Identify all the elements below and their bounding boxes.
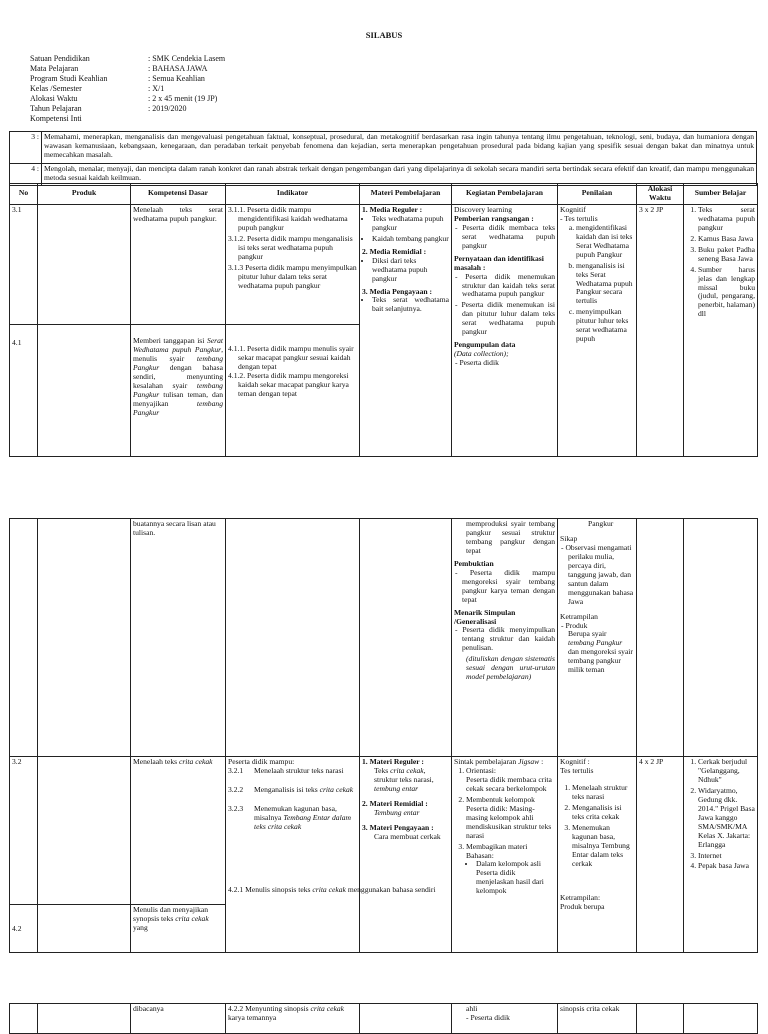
- syllabus-table-page-1: [9, 183, 757, 457]
- header-kd: Kompetensi Dasar: [131, 184, 226, 205]
- kegiatan-text: memproduksi syair tembang pangkur sesuai struktur tembang pangkur dengan tepat: [466, 519, 555, 555]
- table-row-continued: [10, 519, 758, 757]
- header-materi: Materi Pembelajaran: [360, 184, 452, 205]
- identity-row: [30, 64, 448, 74]
- indikator-item: 3.2.1 Menelaah struktur teks narasi: [228, 765, 344, 775]
- table-row-3-1: [10, 204, 758, 324]
- sumber-item: 1. Teks serat wedhatama pupuh pangkur: [698, 206, 755, 233]
- materi-cell: [360, 204, 452, 456]
- kd-cell: Menelaah teks crita cekak: [131, 757, 226, 905]
- materi-heading: 2. Media Remidial :: [362, 246, 427, 256]
- kegiatan-item: - Peserta didik menemukan struktur dan kaidah teks serat wedhatama pupuh pangkur: [462, 273, 555, 300]
- alokasi-cell: 4 x 2 JP: [637, 757, 684, 953]
- penilaian-item: c. menyimpulkan pitutur luhur teks serat wedhatama pupuh: [576, 308, 634, 344]
- kompetensi-inti-table: [9, 131, 757, 186]
- identity-label: Mata Pelajaran: [30, 64, 79, 73]
- kegiatan-heading: Pernyataan dan identifikasi masalah :: [454, 253, 544, 272]
- penilaian-heading: Sikap: [560, 533, 578, 543]
- penilaian-item: a. mengidentifikasi kaidah dan isi teks Serat Wedhatama pupuh Pangkur: [576, 224, 634, 260]
- kegiatan-item: - Peserta didik menemukan isi dan pitutur luhur dalam teks serat wedhatama pupuh pangkur: [462, 301, 555, 337]
- header-no: No: [10, 184, 38, 205]
- kegiatan-cell: [452, 519, 558, 757]
- identity-label: Kelas /Semester: [30, 84, 82, 93]
- indikator-item: 3.1.1. Peserta didik mampu mengidentifikasi kaidah wedhatama pupuh pangkur: [228, 204, 348, 232]
- indikator-heading: Peserta didik mampu:: [228, 757, 295, 766]
- kegiatan-subheading: (Data collection);: [454, 349, 509, 359]
- header-penilaian: Penilaian: [558, 184, 637, 205]
- penilaian-item: - Produk Berupa syair tembang Pangkur dan mengoreksi syair tembang pangkur milik teman: [568, 622, 634, 676]
- penilaian-item: - Observasi mengamati perilaku mulia, percaya diri, tanggung jawab, dan santun dalam menggunakan bahasa Jawa: [568, 544, 634, 607]
- produk-cell: [38, 519, 131, 757]
- row-number: 4.1: [10, 324, 38, 456]
- penilaian-heading: Ketrampilan: [560, 611, 598, 621]
- row-number: 3.1: [10, 204, 38, 324]
- kd-cell: Memberi tanggapan isi Serat Wedhatama pupuh Pangkur, menulis syair tembang Pangkur dengan bahasa sendiri, menyunting kesalahan syair tembang Pangkur tulisan teman, dan menyajikan tembang Pangkur: [131, 324, 226, 456]
- produk-cell: [38, 757, 131, 905]
- penilaian-cell: [558, 519, 637, 757]
- identity-block: [30, 54, 448, 124]
- indikator-item: 3.2.2 Menganalisis isi teks crita cekak: [228, 784, 354, 794]
- row-number: 3.2: [10, 757, 38, 905]
- document-title: SILABUS: [365, 30, 403, 40]
- identity-value: : Semua Keahlian: [148, 74, 205, 83]
- syllabus-table-page-2: [9, 518, 757, 953]
- sumber-item: 2. Kamus Basa Jawa: [698, 235, 755, 244]
- materi-heading: 3. Media Pengayaan :: [362, 286, 433, 296]
- table-header-row: [10, 184, 758, 205]
- identity-row: [30, 94, 448, 104]
- indikator-cell: [226, 204, 360, 324]
- ki-number: 3 :: [10, 132, 42, 164]
- identity-label: Satuan Pendidikan: [30, 54, 90, 63]
- indikator-cell: [226, 519, 360, 757]
- identity-label: Program Studi Keahlian: [30, 74, 108, 83]
- identity-row: [30, 104, 448, 114]
- produk-cell: [38, 324, 131, 456]
- materi-item: • Kaidah tembang pangkur: [372, 235, 449, 244]
- row-number: [10, 519, 38, 757]
- kegiatan-heading: Pengumpulan data: [454, 340, 516, 350]
- identity-value: : BAHASA JAWA: [148, 64, 208, 73]
- materi-item: • Teks serat wedhatama bait selanjutnya.: [372, 296, 449, 314]
- kd-cell: Menelaah teks serat wedhatama pupuh pangkur.: [131, 204, 226, 324]
- header-sumber: Sumber Belajar: [684, 184, 758, 205]
- penilaian-text: Pangkur: [588, 519, 614, 528]
- indikator-item: 4.1.1. Peserta didik mampu menulis syair sekar macapat pangkur sesuai kaidah dengan tepat: [228, 343, 354, 371]
- identity-row: [30, 74, 448, 84]
- table-row-continued: dibacanya 4.2.2 Menyunting sinopsis crita cekak karya temannya ahli - Peserta didik sinopsis crita cekak: [10, 1004, 758, 1034]
- sumber-cell: 1. Cerkak berjudul "Gelanggang, Ndhuk" 2. Widaryatmo, Gedung dkk. 2014." Prigel Basa Jawa kanggo SMA/SMK/MA Kelas X. Jakarta: Erlangga 3. Internet 4. Pepak basa Jawa: [684, 757, 758, 953]
- kegiatan-cell: [452, 204, 558, 456]
- materi-heading: 1. Media Reguler :: [362, 204, 423, 214]
- produk-cell: [38, 905, 131, 953]
- identity-label: Tahun Pelajaran: [30, 104, 82, 113]
- materi-cell: [360, 519, 452, 757]
- ki-number: 4 :: [10, 164, 42, 186]
- identity-row: [30, 84, 448, 94]
- indikator-item: 3.1.3 Peserta didik mampu menyimpulkan pitutur luhur dalam teks serat wedhatama pupuh pangkur: [228, 262, 357, 290]
- sumber-cell: [684, 519, 758, 757]
- kegiatan-heading: Pemberian rangsangan :: [454, 213, 534, 223]
- kd-cell: Menulis dan menyajikan synopsis teks crita cekak yang: [131, 905, 226, 953]
- header-produk: Produk: [38, 184, 131, 205]
- header-indikator: Indikator: [226, 184, 360, 205]
- sumber-item: 4. Sumber harus jelas dan lengkap missal buku (judul, pengarang, penerbit, halaman) dll: [698, 266, 755, 320]
- produk-cell: [38, 204, 131, 324]
- kegiatan-cell: Sintak pembelajaran Jigsaw : 1. Orientasi: Peserta didik membaca crita cekak secara berkelompok 2. Membentuk kelompok Peserta didik: Masing-masing kelompok ahli mendiskusikan struktur teks narasi 3. Membagikan materi Bahasan: • Dalam kelompok asli Peserta didik menjelaskan hasil dari kelompok: [452, 757, 558, 953]
- indikator-item: 4.2.1 Menulis sinopsis teks crita cekak menggunakan bahasa sendiri: [228, 884, 436, 894]
- syllabus-table-page-3: [9, 1003, 757, 1034]
- identity-row: [30, 54, 448, 64]
- row-number: 4.2: [10, 905, 38, 953]
- indikator-item: 4.1.2. Peserta didik mampu mengoreksi kaidah sekar macapat pangkur karya teman dengan tepat: [228, 370, 349, 398]
- materi-item: • Diksi dari teks wedhatama pupuh pangkur: [372, 257, 449, 284]
- table-row-3-2: [10, 757, 758, 905]
- identity-value: : 2 x 45 menit (19 JP): [148, 94, 218, 103]
- identity-value: : 2019/2020: [148, 104, 187, 113]
- kegiatan-intro: Discovery learning: [454, 204, 512, 214]
- kegiatan-heading: Menarik Simpulan /Generalisasi: [454, 607, 516, 626]
- indikator-cell: [226, 324, 360, 456]
- identity-value: : X/1: [148, 84, 165, 93]
- penilaian-cell: Kognitif : Tes tertulis 1. Menelaah struktur teks narasi 2. Menganalisis isi teks crita cekak 3. Menemukan kagunan basa, misalnya Tembung Entar dalam teks cerkak Ketrampilan: Produk berupa: [558, 757, 637, 953]
- ki-text: Mengolah, menalar, menyaji, dan mencipta dalam ranah konkret dan ranah abstrak terkait dengan pengembangan dari yang dipelajarinya di sekolah secara mandiri serta bertindak secara efektif dan kreatif, dan mampu menggunakan metoda sesuai kaidah keilmuan.: [42, 164, 757, 186]
- identity-label: Alokasi Waktu: [30, 94, 78, 103]
- alokasi-cell: [637, 519, 684, 757]
- kegiatan-note: (dituliskan dengan sistematis sesuai dengan urut-urutan model pembelajaran): [466, 654, 555, 682]
- kegiatan-item: - Peserta didik membaca teks serat wedhatama pupuh pangkur: [462, 224, 555, 251]
- identity-value: [148, 114, 448, 124]
- penilaian-cell: [558, 204, 637, 456]
- identity-row: [30, 114, 448, 124]
- alokasi-cell: 3 x 2 JP: [637, 204, 684, 456]
- penilaian-item: b. menganalisis isi teks Serat Wedhatama pupuh Pangkur secara tertulis: [576, 262, 634, 307]
- identity-value: : SMK Cendekia Lasem: [148, 54, 226, 63]
- header-alokasi: Alokasi Waktu: [637, 184, 684, 205]
- ki-text: Memahami, menerapkan, menganalisis dan mengevaluasi pengetahuan faktual, konseptual, prosedural, dan metakognitif berdasarkan rasa ingin tahunya tentang ilmu pengetahuan, teknologi, seni, budaya, dan humaniora dengan wawasan kemanusiaan, kebangsaan, kenegaraan, dan peradaban terkait penyebab fenomena dan kejadian, serta menerapkan pengetahuan prosedural pada bidang kajian yang spesifik sesuai dengan bakat dan minatnya untuk memecahkan masalah.: [42, 132, 757, 164]
- penilaian-subheading: - Tes tertulis: [560, 213, 598, 223]
- indikator-item: 3.1.2. Peserta didik mampu menganalisis isi teks serat wedhatama pupuh pangkur: [228, 233, 353, 261]
- sumber-item: 3. Buku paket Padha seneng Basa Jawa: [698, 246, 755, 264]
- identity-label: Kompetensi Inti: [30, 114, 82, 123]
- materi-item: • Teks wedhatama pupuh pangkur: [372, 215, 449, 233]
- header-kegiatan: Kegiatan Pembelajaran: [452, 184, 558, 205]
- kd-cell: buatannya secara lisan atau tulisan.: [131, 519, 226, 757]
- kegiatan-item: - Peserta didik mampu mengoreksi syair tembang pangkur karya teman dengan tepat: [462, 569, 555, 605]
- sumber-cell: [684, 204, 758, 456]
- indikator-item: 3.2.3 Menemukan kagunan basa, misalnya Tembang Entar dalam teks crita cekak: [228, 803, 351, 831]
- kegiatan-heading: Pembuktian: [454, 558, 494, 568]
- ki-row-3: [10, 132, 757, 164]
- kegiatan-item: - Peserta didik: [462, 359, 555, 368]
- kegiatan-item: - Peserta didik menyimpulkan tentang struktur dan kaidah penulisan.: [462, 626, 555, 653]
- penilaian-heading: Kognitif: [560, 204, 586, 214]
- materi-cell: 1. Materi Reguler : Teks crita cekak, struktur teks narasi, tembung entar 2. Materi Remidial : Tembung entar 3. Materi Pengayaan : Cara membuat cerkak: [360, 757, 452, 953]
